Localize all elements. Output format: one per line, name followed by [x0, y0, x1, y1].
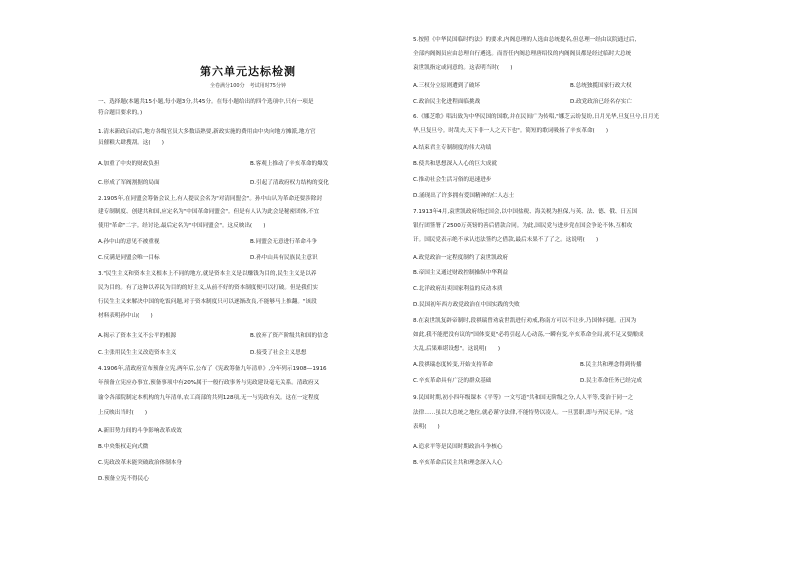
section-heading-cont: 符合题目要求的。)	[98, 110, 143, 116]
question-8-option-d: D.民主革命任务已经完成	[580, 378, 643, 384]
question-6-option-a: A.结束君主专制制度的伟大功绩	[413, 145, 492, 151]
question-2-option-a: A.孙中山的意见不被重视	[98, 239, 160, 245]
question-4-option-c: C.宪政改革未能突破政治体制本身	[98, 460, 182, 466]
question-9-text: 法律……虽以大总统之地位,就必谨守法律,不能恃势以凌人。一旦罢职,即与齐民无异。"这	[413, 410, 634, 416]
question-3-option-d: D.接受了社会主义思想	[250, 350, 307, 356]
question-7-option-c: C.北洋政府出卖国家利益的反动本质	[413, 286, 503, 292]
question-5-text: 5.按照《中华民国临时约法》的要求,内阁总理的人选由总统提名,但总理一经由议院通过后,	[413, 37, 637, 43]
question-6-option-d: D.涌现出了许多拥有爱国精神的仁人志士	[413, 193, 515, 199]
question-5-text: 袁世凯指定或同意的。这表明当时( )	[413, 65, 513, 71]
question-7-text: 讦。国民党表示绝不承认违法签约之借款,最后未果不了了之。这说明( )	[413, 237, 599, 243]
question-6-option-b: B.使共和思想深入人心的巨大成就	[413, 161, 497, 167]
question-5-text: 全部内阁阁员应由总理自行遴选。而晋任内阁总理唐绍仪的内阁阁员都是经过临时大总统	[413, 51, 632, 57]
question-6-text: 华,旦复旦兮。时哉夫,天下非一人之天下也"。简短的歌词吸扬了辛亥革命( )	[413, 128, 609, 134]
question-8-text: 8.在袁世凯复辟帝制时,段祺瑞曾劝袁世凯进行劝戒,称南方可以不让步,乃国体问题。正因为	[413, 318, 637, 324]
question-1-text: 员催粮大肆搜刮。这( )	[98, 140, 164, 146]
question-5-option-b: B.总统独揽国家行政大权	[570, 83, 632, 89]
question-4-text: 4.1906年,清政府宣布预备立宪,两年后,公布了《宪政筹备九年清单》,分年列示1908—1916	[98, 366, 327, 372]
question-2-option-d: D.孙中山具有民族民主意识	[250, 255, 318, 261]
question-2-text: 使用"革命"二字。经讨论,最后定名为"中国同盟会"。这反映出( )	[98, 223, 266, 229]
question-6-option-c: C.推动社会生活习俗的迅速进步	[413, 177, 492, 183]
question-1-option-a: A.加重了中央的财政负担	[98, 161, 160, 167]
question-3-text: 民为目的。有了这种以养民为目的的好主义,从前不好的资本制度便可以打破。但是我们实	[98, 285, 318, 291]
question-3-text: 行民生主义来解决中国的吃饭问题,对于资本制度只可以逐渐改良,不能够马上推翻。"该段	[98, 299, 317, 305]
question-3-text: 3."民生主义和资本主义根本上不同的地方,就是资本主义是以赚钱为目的,民生主义是以养	[98, 271, 317, 277]
page-subtitle: 全卷满分100分 考试用时75分钟	[210, 83, 286, 89]
question-2-option-c: C.反满是同盟会唯一目标	[98, 255, 160, 261]
question-7-text: 银行团签署了2500万英镑的善后借款合同。为此,国民党与进步党在国会争论不休,互相攻	[413, 223, 633, 229]
question-7-text: 7.1913年4月,袁世凯政府绕过国会,以中国盐税、海关税为担保,与英、法、德、俄、日五国	[413, 209, 638, 215]
question-5-option-a: A.三权分立原则遭到了破坏	[413, 83, 481, 89]
question-5-option-d: D.政党政治已经名存实亡	[570, 99, 633, 105]
question-4-text: 谕令各部院制定本机构的九年清单,农工商部的共列128项,无一与宪政有关。这在一定程度	[98, 395, 320, 401]
question-3-option-c: C.主张用民生主义改造资本主义	[98, 350, 177, 356]
question-9-text: 表明( )	[413, 424, 440, 430]
page-title: 第六单元达标检测	[200, 65, 296, 78]
question-5-option-c: C.政治民主化进程面临挑战	[413, 99, 481, 105]
section-heading: 一、选择题(本题共15小题,每小题3分,共45分。在每小题给出的四个选项中,只有一项是	[98, 99, 314, 105]
question-4-text: 年预备立宪应办事宜,预备事项中有20%属于一般行政事务与宪政建设毫无关系。清政府又	[98, 380, 320, 386]
question-9-option-a: A.追求平等是民国时期政治斗争核心	[413, 444, 503, 450]
question-7-option-a: A.政党政治一定程度制约了袁世凯政府	[413, 255, 509, 261]
question-8-text: 如此,我不能把没有议的"国体变更"必将引起人心动荡,一瞬有变,辛亥革命全局,就不足又要酿成	[413, 332, 644, 338]
question-4-option-b: B.中央集权走向式微	[98, 444, 149, 450]
question-1-option-c: C.形成了军阀割据的局面	[98, 180, 160, 186]
question-6-text: 6.《娜芝歌》唱出致为中华民国的国歌,并在民间广为传唱,"娜芝云纷复纷,日月光华,旦复旦兮,日月光	[413, 114, 660, 120]
question-4-option-d: D.预备立宪不得民心	[98, 476, 149, 482]
question-8-text: 大乱,后果难堪设想"。这说明( )	[413, 346, 501, 352]
question-4-option-a: A.新旧势力间的斗争影响改革成效	[98, 428, 182, 434]
question-3-text: 材料表明孙中山( )	[98, 313, 153, 319]
question-1-text: 1.清末新政启动后,地方各级官员大多数谙熟要,新政实施的费用由中央向地方摊派,地方官	[98, 129, 316, 135]
question-8-option-b: B.民主共和理念得到传播	[580, 362, 642, 368]
question-2-option-b: B.同盟会无意进行革命斗争	[250, 239, 318, 245]
question-7-option-b: B.帝国主义通过财政控制操纵中华利益	[413, 270, 509, 276]
question-3-option-b: B.放弃了资产阶级共和国的信念	[250, 333, 329, 339]
question-2-text: 2.1905年,在同盟会筹备会议上,有人提议会名为"对清同盟会"。孙中山认为革命还要涉除封	[98, 196, 323, 202]
question-7-option-d: D.民国初年西方政党政治在中国实践的失败	[413, 302, 520, 308]
question-4-text: 上反映出当时( )	[98, 410, 148, 416]
question-1-option-b: B.客观上推动了辛亥革命的爆发	[250, 161, 329, 167]
question-2-text: 建专制制度、创建共和国,应定名为"中国革命同盟会"。但是有人认为此会是秘密团体,不宜	[98, 209, 320, 215]
question-9-option-b: B.辛亥革命后民主共和理念深入人心	[413, 460, 503, 466]
question-3-option-a: A.揭示了资本主义不公平的根源	[98, 333, 177, 339]
question-1-option-d: D.引起了清政府权力结构的变化	[250, 180, 329, 186]
question-8-option-c: C.辛亥革命具有广泛的群众基础	[413, 378, 492, 384]
question-8-option-a: A.段祺瑞态度转变,开始支持革命	[413, 362, 494, 368]
question-9-text: 9.民国时期,初小四年级课本《平等》一文写道"共和国无阶级之分,人人平等,受治于同一之	[413, 395, 634, 401]
